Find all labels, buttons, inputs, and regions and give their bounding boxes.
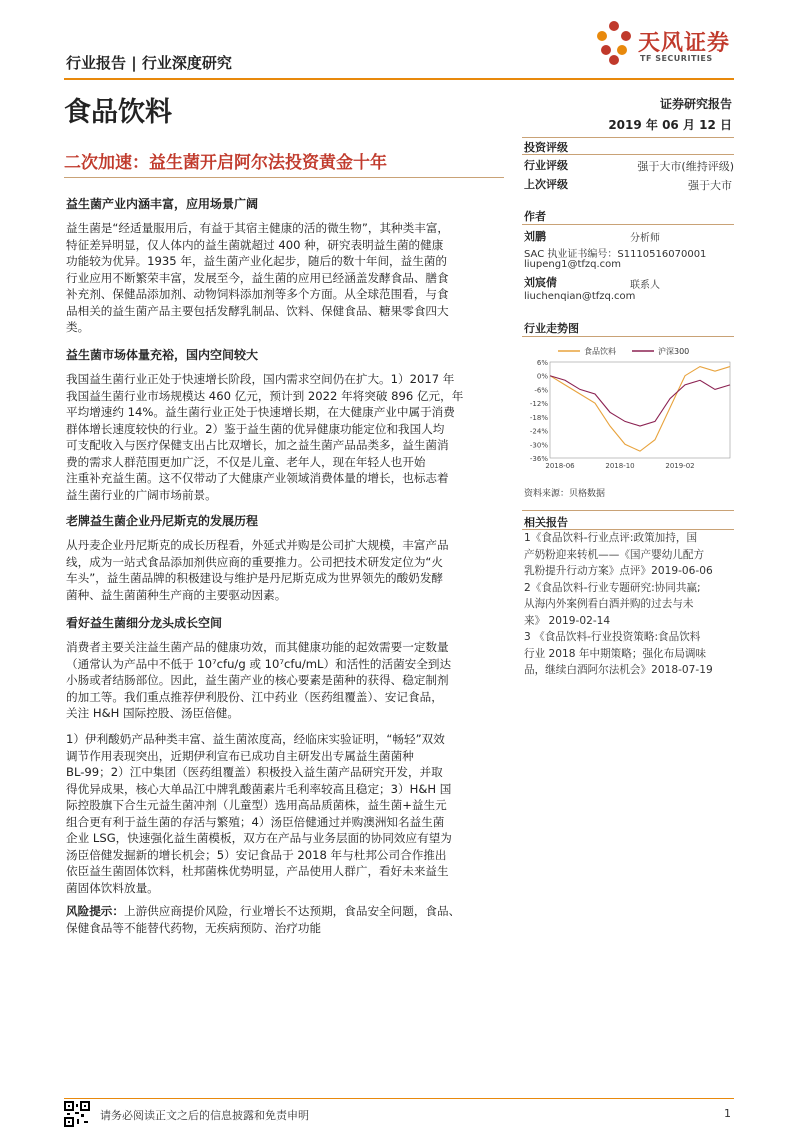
y-tick-label: -24% bbox=[529, 427, 548, 436]
section-paragraph bbox=[66, 537, 506, 603]
qr-code-icon bbox=[64, 1101, 90, 1127]
text-line: 小肠或者结肠部位。因此，益生菌产业的核心要素是菌种的获得、稳定制剂 bbox=[66, 673, 449, 687]
section-paragraph bbox=[66, 220, 506, 336]
report-title: 二次加速：益生菌开启阿尔法投资黄金十年 bbox=[64, 153, 387, 173]
footer-divider bbox=[64, 1098, 734, 1099]
industry-rating-value: 强于大市(维持评级) bbox=[637, 160, 734, 173]
text-line: 行业应用不断繁荣丰富，发展至今，益生菌的应用已经涵盖发酵食品、膳食 bbox=[66, 270, 449, 285]
y-tick-label: -12% bbox=[529, 400, 548, 409]
section-heading: 益生菌产业内涵丰富，应用场景广阔 bbox=[66, 197, 259, 211]
related-report-line[interactable]: 3 《食品饮料-行业投资策略:食品饮料 bbox=[524, 631, 701, 643]
text-line: BL-99；2）江中集团（医药组覆盖）积极投入益生菌产品研究开发，并取 bbox=[66, 765, 443, 779]
text-line: （通常认为产品中不低于 10⁷cfu/g 或 10⁷cfu/mL）和活性的活菌安全到达 bbox=[66, 656, 452, 671]
y-tick-label: -30% bbox=[529, 441, 548, 450]
industry-rating-label: 行业评级 bbox=[524, 159, 568, 172]
x-tick-label: 2018-10 bbox=[605, 462, 635, 470]
report-category: 行业报告 | 行业深度研究 bbox=[66, 54, 232, 72]
related-reports-list bbox=[524, 530, 736, 679]
text-line: 线，成为一站式食品添加剂供应商的重要推力。公司把技术研发定位为“火 bbox=[66, 554, 444, 569]
text-line: 补充剂、保健品添加剂、动物饲料添加剂等多个方面。从全球范围看，与食 bbox=[66, 287, 449, 301]
text-line: 我国益生菌行业市场规模达 460 亿元，预计到 2022 年将突破 896 亿元，年 bbox=[66, 388, 464, 403]
section-heading: 看好益生菌细分龙头成长空间 bbox=[66, 616, 223, 630]
author-cert: SAC 执业证书编号：S1110516070001 bbox=[524, 249, 707, 260]
related-report-line[interactable]: 从海内外案例看白酒并购的过去与未 bbox=[524, 598, 694, 610]
text-line: 企业 LSG，快速强化益生菌模板，双方在产品与业务层面的协同效应有望为 bbox=[66, 831, 452, 845]
page-number: 1 bbox=[724, 1107, 731, 1120]
text-line: 益生菌是“经适量服用后，有益于其宿主健康的活的微生物”，其种类丰富， bbox=[66, 221, 450, 235]
text-line: 1）伊利酸奶产品种类丰富、益生菌浓度高，经临床实验证明，“畅轻”双效 bbox=[66, 732, 445, 746]
sidebar-divider bbox=[522, 154, 734, 155]
related-report-line[interactable]: 品，继续白酒阿尔法机会》2018-07-19 bbox=[524, 664, 713, 676]
report-date: 2019 年 06 月 12 日 bbox=[608, 118, 732, 132]
x-tick-label: 2019-02 bbox=[665, 462, 695, 470]
section-paragraph bbox=[66, 639, 506, 722]
prev-rating-label: 上次评级 bbox=[524, 178, 568, 191]
related-report-line[interactable]: 1《食品饮料-行业点评:政策加持，国 bbox=[524, 532, 698, 544]
text-line: 依臣益生菌固体饮料，杜邦菌株优势明显，产品使用人群广，看好未来益生 bbox=[66, 864, 449, 878]
text-line: 群体增长速度较快的行业。2）鉴于益生菌的优异健康功能定位和我国人均 bbox=[66, 421, 445, 436]
text-line: 汤臣倍健发掘新的增长机会；5）安记食品于 2018 年与杜邦公司合作推出 bbox=[66, 847, 447, 862]
text-line: 类。 bbox=[66, 320, 90, 334]
chart-source: 资料来源：贝格数据 bbox=[524, 489, 606, 499]
header-divider bbox=[64, 78, 734, 80]
chart-frame bbox=[550, 362, 730, 458]
legend-label: 食品饮料 bbox=[584, 347, 616, 356]
related-report-line[interactable]: 产奶粉迎来转机——《国产婴幼儿配方 bbox=[524, 548, 705, 561]
related-heading: 相关报告 bbox=[524, 516, 568, 529]
company-logo bbox=[590, 18, 740, 68]
text-line: 车头”，益生菌品牌的积极建设与维护是丹尼斯克成为世界领先的酸奶发酵 bbox=[66, 571, 444, 585]
trend-chart-svg bbox=[524, 340, 736, 482]
related-report-line[interactable]: 2《食品饮料-行业专题研究:协同共赢; bbox=[524, 581, 701, 594]
text-line: 消费者主要关注益生菌产品的健康功效，而其健康功能的起效需要一定数量 bbox=[66, 640, 449, 654]
risk-warning bbox=[66, 903, 506, 936]
text-line: 我国益生菌行业正处于快速增长阶段，国内需求空间仍在扩大。1）2017 年 bbox=[66, 372, 455, 386]
related-report-line[interactable]: 乳粉提升行动方案》点评》2019-06-06 bbox=[524, 565, 713, 577]
text-line: 组合更有利于益生菌的存活与繁殖；4）汤臣倍健通过并购澳洲知名益生菌 bbox=[66, 814, 445, 829]
sidebar-divider bbox=[522, 336, 734, 337]
y-tick-label: -18% bbox=[529, 413, 548, 422]
author-role: 分析师 bbox=[630, 233, 660, 244]
author-email[interactable]: liuchenqian@tfzq.com bbox=[524, 291, 636, 302]
text-line: 平均增速约 14%。益生菌行业正处于快速增长期，在大健康产业中属于消费 bbox=[66, 405, 455, 419]
recommendation-paragraph bbox=[66, 731, 506, 896]
text-line: 可支配收入与医疗保健支出占比双增长，加之益生菌产品品类多，益生菌消 bbox=[66, 438, 449, 452]
text-line: 保健食品等不能替代药物，无疾病预防、治疗功能 bbox=[66, 920, 322, 935]
logo-text: 天风证券 bbox=[638, 31, 731, 56]
author-role: 联系人 bbox=[630, 280, 660, 291]
text-line: 的加工等。我们重点推荐伊利股份、江中药业（医药组覆盖）、安记食品， bbox=[66, 689, 443, 704]
author-email[interactable]: liupeng1@tfzq.com bbox=[524, 259, 622, 270]
series-line-1 bbox=[550, 376, 730, 426]
industry-trend-chart bbox=[524, 340, 736, 482]
logo-subtext: TF SECURITIES bbox=[640, 54, 713, 63]
authors-heading: 作者 bbox=[524, 210, 546, 223]
series-line-0 bbox=[550, 367, 730, 452]
text-line: 特征差异明显，仅人体内的益生菌就超过 400 种，研究表明益生菌的健康 bbox=[66, 237, 444, 252]
section-paragraph bbox=[66, 371, 506, 503]
text-line: 费的需求人群范围更加广泛，不仅是儿童、老年人，现在年轻人也开始 bbox=[66, 454, 426, 469]
report-kind: 证券研究报告 bbox=[659, 97, 732, 111]
sidebar-divider bbox=[522, 510, 734, 511]
text-line: 注重补充益生菌。这不仅带动了大健康产业领域消费体量的增长，也标志着 bbox=[66, 471, 449, 485]
text-line: 上游供应商提价风险，行业增长不达预期，食品安全问题，食品、 bbox=[123, 904, 461, 918]
text-line: 际控股旗下合生元益生菌冲剂（儿童型）选用高品质菌株，益生菌+益生元 bbox=[66, 798, 447, 812]
section-heading: 老牌益生菌企业丹尼斯克的发展历程 bbox=[66, 514, 259, 528]
footer-disclaimer: 请务必阅读正文之后的信息披露和免责申明 bbox=[100, 1109, 309, 1122]
related-report-line[interactable]: 行业 2018 年中期策略；强化布局调味 bbox=[524, 647, 707, 660]
text-line: 从丹麦企业丹尼斯克的成长历程看，外延式并购是公司扩大规模，丰富产品 bbox=[66, 538, 449, 552]
section-heading: 益生菌市场体量充裕，国内空间较大 bbox=[66, 348, 259, 362]
text-line: 关注 H&H 国际控股、汤臣倍健。 bbox=[66, 706, 239, 720]
legend-label: 沪深300 bbox=[658, 347, 690, 356]
sector-title: 食品饮料 bbox=[64, 97, 172, 128]
author-name: 刘宸倩 bbox=[524, 276, 557, 289]
text-line: 菌种、益生菌菌种生产商的主要驱动因素。 bbox=[66, 587, 287, 602]
text-line: 菌固体饮料放量。 bbox=[66, 880, 159, 895]
trend-heading: 行业走势图 bbox=[524, 322, 579, 335]
author-name: 刘鹏 bbox=[524, 230, 546, 243]
y-tick-label: 0% bbox=[536, 372, 548, 381]
text-line: 功能较为优异。1935 年，益生菌产业化起步，随后的数十年间，益生菌的 bbox=[66, 254, 448, 268]
risk-label: 风险提示： bbox=[66, 904, 124, 918]
related-report-line[interactable]: 来》 2019-02-14 bbox=[524, 614, 611, 627]
sidebar-divider bbox=[522, 224, 734, 225]
y-tick-label: 6% bbox=[536, 359, 548, 367]
sidebar-divider bbox=[522, 137, 734, 138]
logo-mark-icon bbox=[590, 18, 638, 66]
text-line: 益生菌行业的广阔市场前景。 bbox=[66, 487, 217, 502]
title-divider bbox=[64, 177, 504, 178]
text-line: 调节作用表现突出，近期伊利宣布已成功自主研发出专属益生菌菌种 bbox=[66, 748, 414, 763]
rating-heading: 投资评级 bbox=[524, 141, 568, 154]
y-tick-label: -6% bbox=[534, 386, 548, 395]
x-tick-label: 2018-06 bbox=[545, 462, 575, 470]
text-line: 得优异成果，核心大单品江中牌乳酸菌素片毛利率较高且稳定；3）H&H 国 bbox=[66, 781, 452, 796]
y-tick-label: -36% bbox=[529, 455, 548, 463]
text-line: 品相关的益生菌产品主要包括发酵乳制品、饮料、保健食品、糖果零食四大 bbox=[66, 303, 449, 318]
prev-rating-value: 强于大市 bbox=[688, 179, 732, 192]
